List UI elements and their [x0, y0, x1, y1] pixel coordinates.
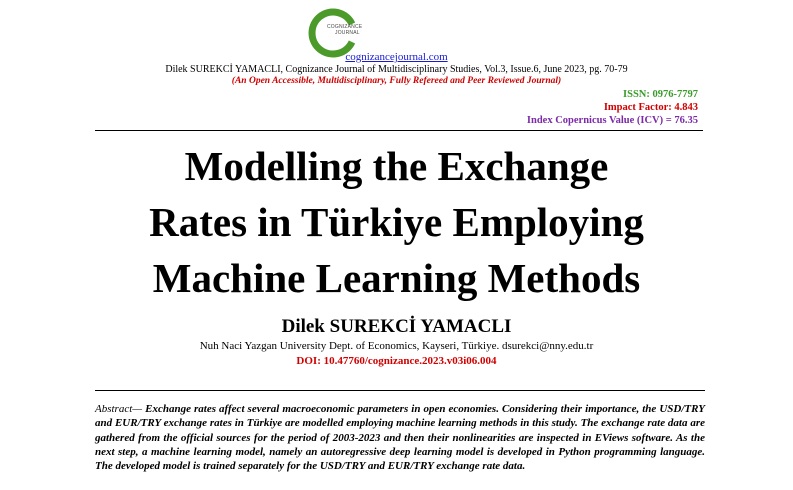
title-line-3: Machine Learning Methods — [152, 255, 641, 301]
doi-label: DOI: 10.47760/cognizance.2023.v03i06.004 — [296, 355, 497, 367]
impact-factor-label: Impact Factor: 4.843 — [603, 102, 698, 113]
abstract-text: Exchange rates affect several macroeconomic parameters in open economies. Considering their importance, the USD/TRY and EUR/TRY exchange rates in Türkiye are modelled employing machine learning methods in this study. The exchange rate data are gathered from the official sources for the period of 2003-2023 and then their nonlinearities are inspected in EViews software. As the next step, a machine learning model, namely an autoregressive deep learning model is developed in Python programming language. The developed model is trained separately for the USD/TRY and EUR/TRY exchange rate data. — [95, 403, 705, 473]
title-line-1: Modelling the Exchange — [184, 143, 609, 189]
journal-website-link[interactable]: cognizancejournal.com — [345, 51, 448, 63]
icv-label: Index Copernicus Value (ICV) = 76.35 — [526, 115, 698, 126]
author-name: Dilek SUREKCİ YAMACLI — [281, 316, 512, 337]
issn-label: ISSN: 0976-7797 — [623, 89, 698, 100]
journal-tagline: (An Open Accessible, Multidisciplinary, Fully Refereed and Peer Reviewed Journal) — [231, 76, 562, 86]
citation-line: Dilek SUREKCİ YAMACLI, Cognizance Journal of Multidisciplinary Studies, Vol.3, Issue.6, June 2023, pg. 70-79 — [165, 64, 628, 75]
logo-line-2: JOURNAL — [335, 30, 360, 36]
logo-text — [327, 24, 377, 36]
logo-line-1: COGNIZANCE — [327, 24, 363, 30]
abstract-label: Abstract— — [95, 403, 143, 415]
author-affiliation: Nuh Naci Yazgan University Dept. of Economics, Kayseri, Türkiye. dsurekci@nny.edu.tr — [199, 340, 594, 352]
abstract-divider — [95, 390, 705, 391]
abstract — [95, 402, 705, 473]
header-divider — [95, 130, 703, 131]
title-line-2: Rates in Türkiye Employing — [149, 199, 644, 245]
paper-title — [60, 138, 733, 306]
